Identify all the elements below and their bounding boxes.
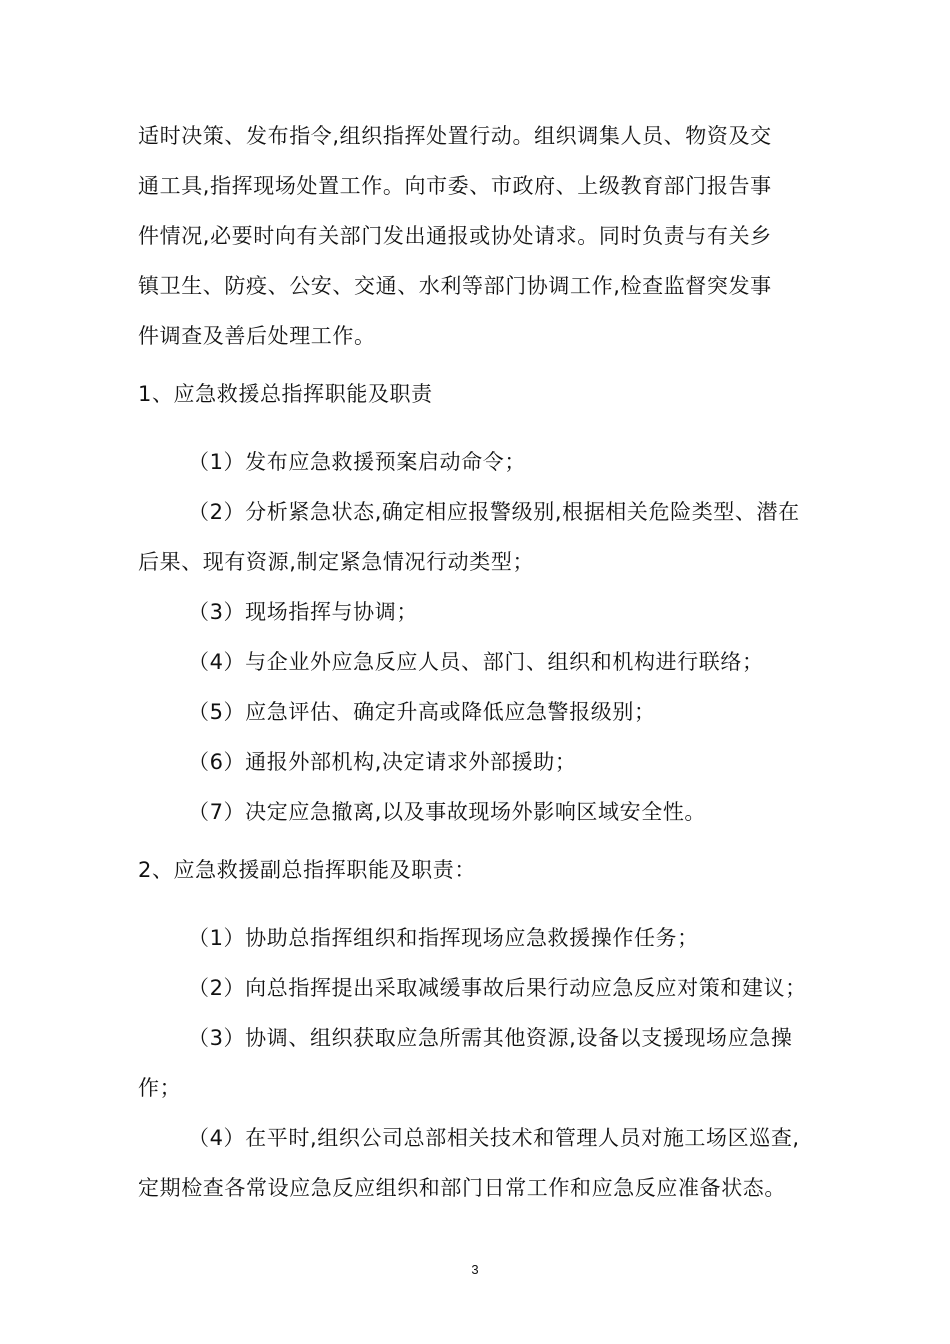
page-number: 3 [471, 1262, 479, 1277]
section1-item-2-cont: 后果、现有资源,制定紧急情况行动类型； [138, 550, 535, 574]
section1-item-2: （2）分析紧急状态,确定相应报警级别,根据相关危险类型、潜在 [188, 500, 800, 524]
intro-line-5: 件调查及善后处理工作。 [138, 324, 376, 348]
section1-heading: 1、应急救援总指挥职能及职责 [138, 382, 433, 406]
section1-item-3: （3）现场指挥与协调； [188, 600, 418, 624]
section1-item-7: （7）决定应急撤离,以及事故现场外影响区域安全性。 [188, 800, 707, 824]
intro-line-1: 适时决策、发布指令,组织指挥处置行动。组织调集人员、物资及交 [138, 124, 772, 148]
section2-item-2: （2）向总指挥提出采取减缓事故后果行动应急反应对策和建议； [188, 976, 807, 1000]
section2-heading: 2、应急救援副总指挥职能及职责： [138, 858, 476, 882]
section1-item-6: （6）通报外部机构,决定请求外部援助； [188, 750, 577, 774]
intro-line-4: 镇卫生、防疫、公安、交通、水利等部门协调工作,检查监督突发事 [138, 274, 772, 298]
intro-line-2: 通工具,指挥现场处置工作。向市委、市政府、上级教育部门报告事 [138, 174, 772, 198]
section2-item-3-cont: 作； [138, 1076, 182, 1100]
section1-item-4: （4）与企业外应急反应人员、部门、组织和机构进行联络； [188, 650, 764, 674]
intro-line-3: 件情况,必要时向有关部门发出通报或协处请求。同时负责与有关乡 [138, 224, 772, 248]
section1-item-5: （5）应急评估、确定升高或降低应急警报级别； [188, 700, 656, 724]
section2-item-4-cont: 定期检查各常设应急反应组织和部门日常工作和应急反应准备状态。 [138, 1176, 786, 1200]
section1-item-1: （1）发布应急救援预案启动命令； [188, 450, 526, 474]
section2-item-1: （1）协助总指挥组织和指挥现场应急救援操作任务； [188, 926, 699, 950]
section2-item-4: （4）在平时,组织公司总部相关技术和管理人员对施工场区巡查, [188, 1126, 800, 1150]
section2-item-3: （3）协调、组织获取应急所需其他资源,设备以支援现场应急操 [188, 1026, 793, 1050]
